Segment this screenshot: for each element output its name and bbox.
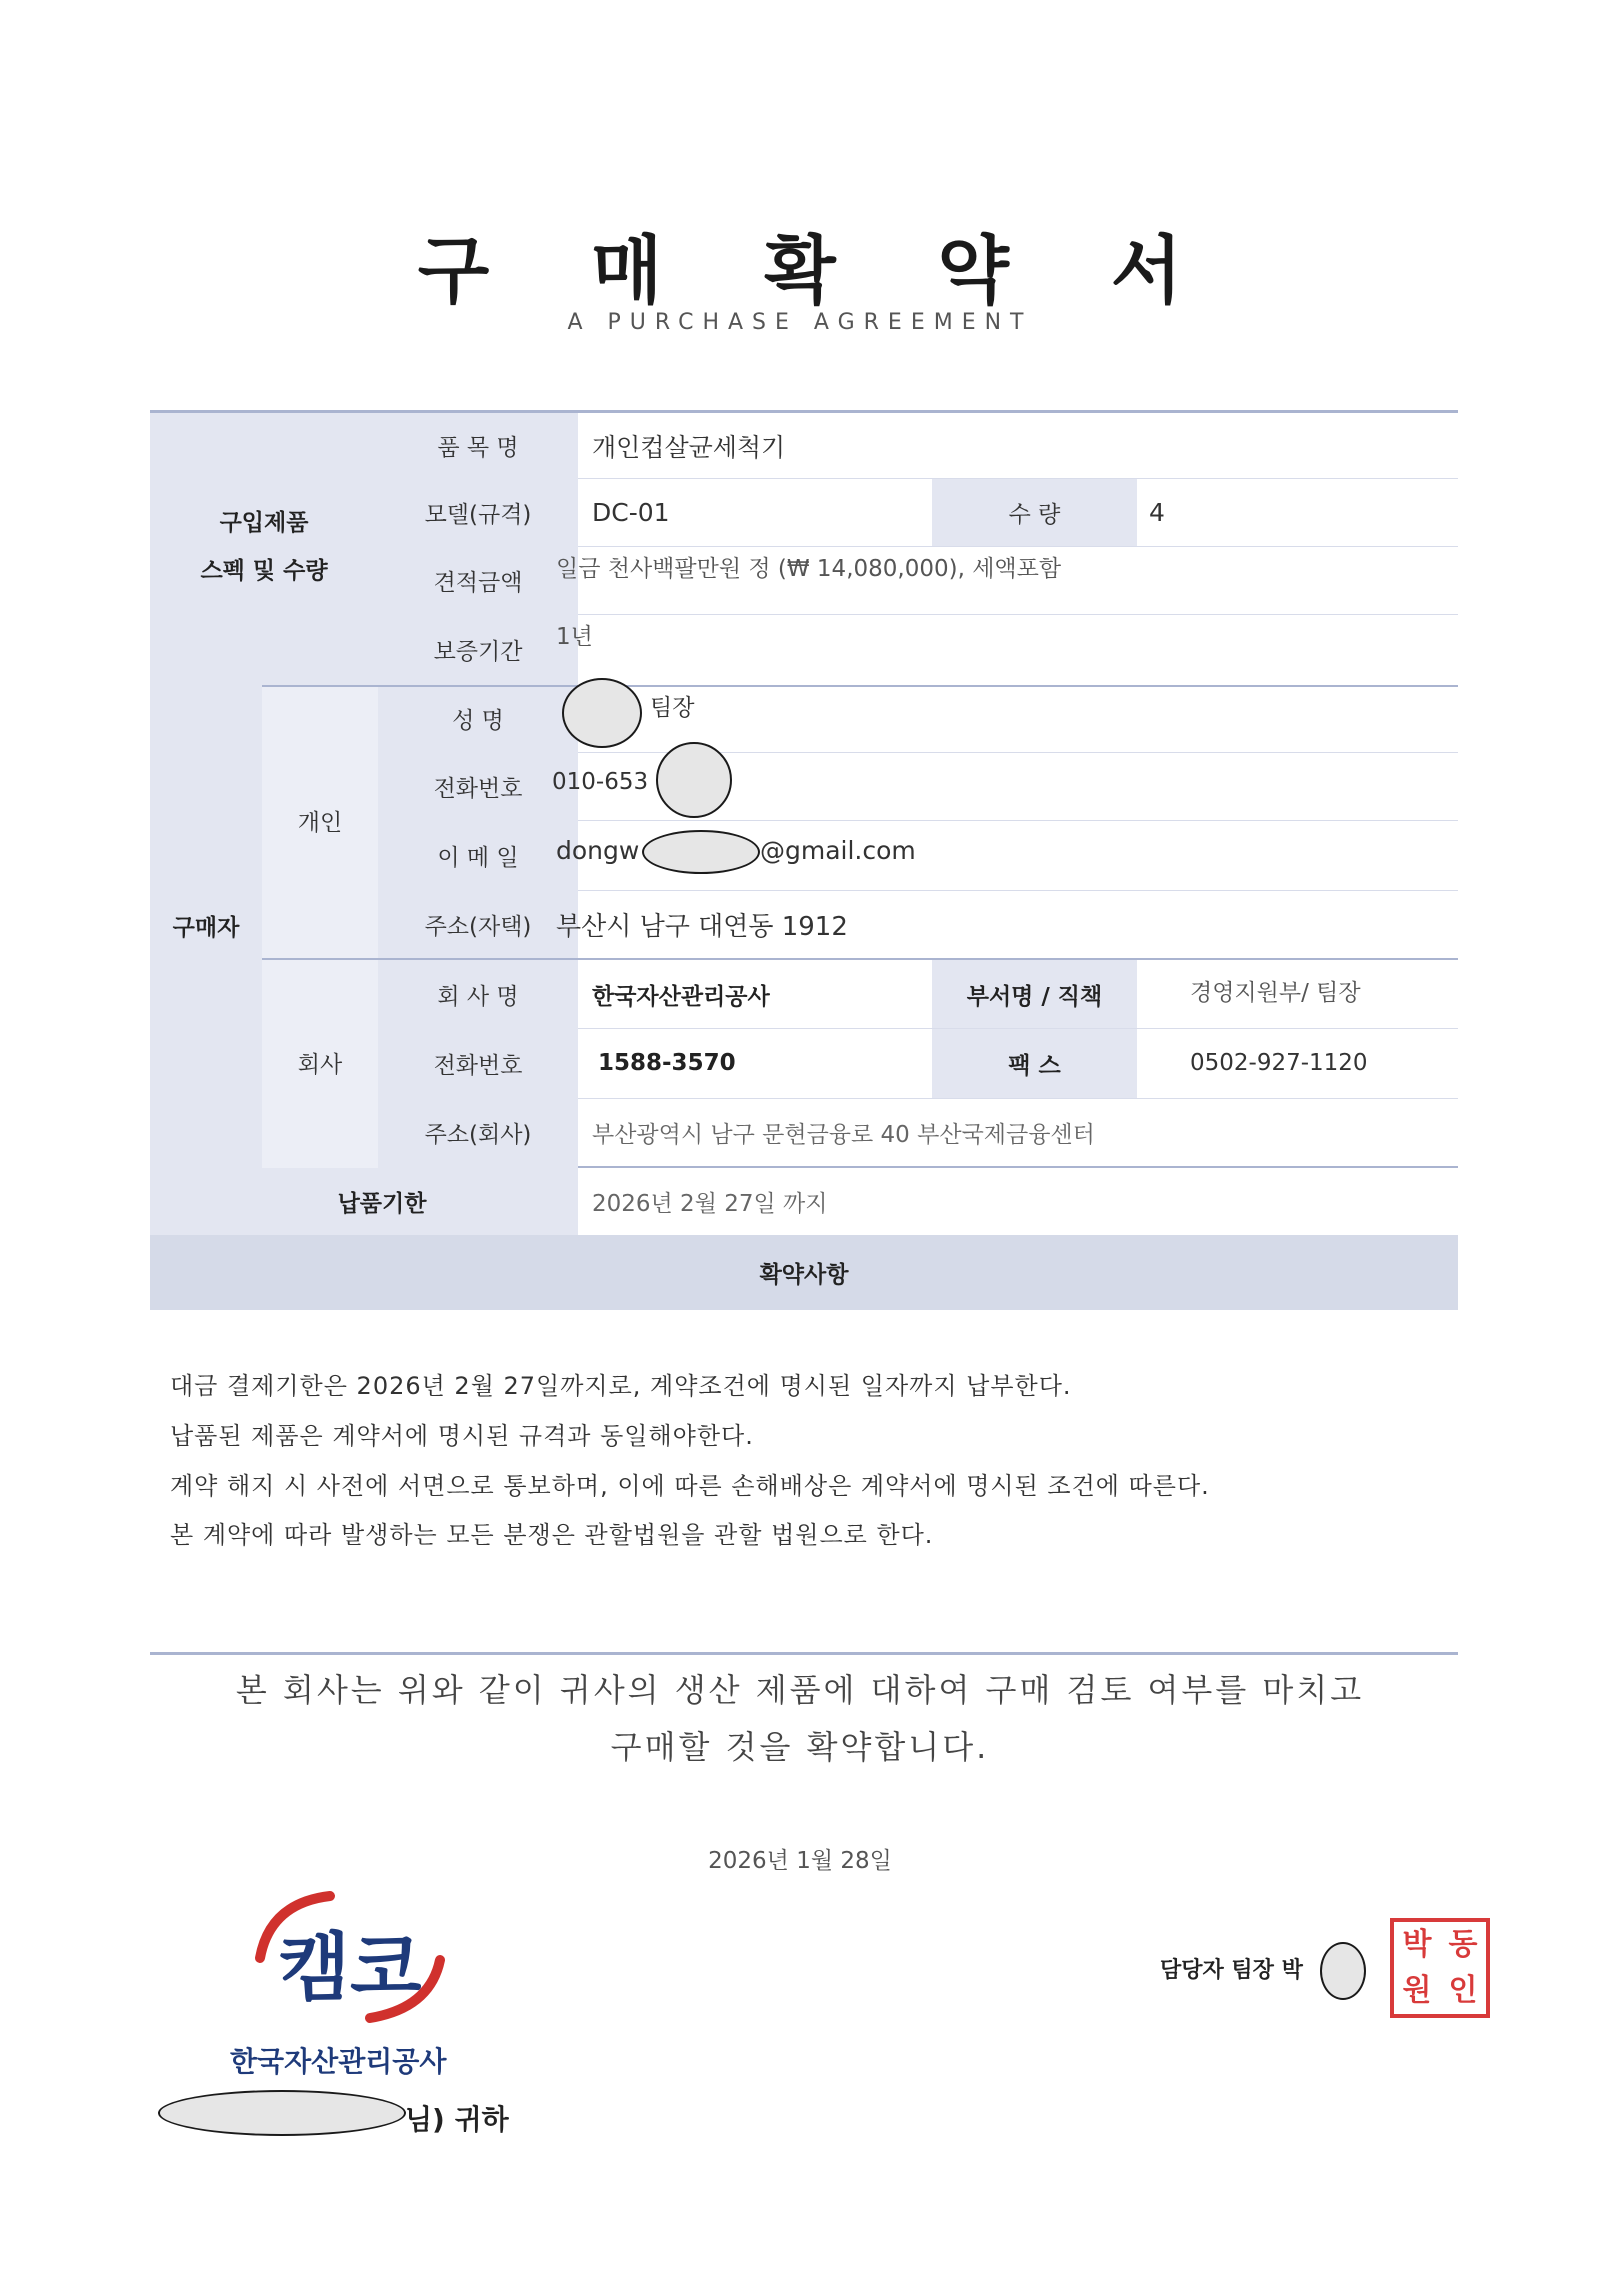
- email-suffix: @gmail.com: [760, 835, 916, 865]
- document-subtitle: A PURCHASE AGREEMENT: [567, 310, 1033, 335]
- addressee-suffix: 님) 귀하: [405, 2103, 509, 2136]
- kamco-logo: [230, 1888, 470, 2028]
- closing-line-1: 본 회사는 위와 같이 귀사의 생산 제품에 대하여 구매 검토 여부를 마치고: [235, 1671, 1365, 1709]
- terms-header: 확약사항: [759, 1262, 849, 1288]
- individual-group-label: 개인: [297, 809, 343, 836]
- logo-mark-text: 캠코: [278, 1925, 422, 2011]
- redaction-buyer-name: [562, 678, 642, 748]
- price-label: 견적금액: [433, 569, 523, 596]
- email-label: 이 메 일: [437, 844, 519, 871]
- redaction-manager-name: [1320, 1942, 1366, 2000]
- redaction-addressee: [158, 2090, 406, 2136]
- delivery-value: 2026년 2월 27일 까지: [592, 1191, 828, 1217]
- closing-rule: [150, 1652, 1458, 1655]
- redaction-email: [642, 830, 760, 874]
- product-name-value: 개인컵살균세척기: [592, 432, 786, 462]
- company-name-value: 한국자산관리공사: [592, 983, 770, 1010]
- phone-value: 010-653: [552, 769, 649, 795]
- dept-label: 부서명 / 직책: [966, 983, 1103, 1010]
- warranty-label: 보증기간: [433, 639, 523, 665]
- price-value: 일금 천사백팔만원 정 (₩ 14,080,000), 세액포함: [556, 555, 1062, 582]
- buyer-group-label: 구매자: [172, 914, 240, 941]
- home-address-value: 부산시 남구 대연동 1912: [556, 911, 848, 942]
- company-name-label: 회 사 명: [437, 983, 519, 1010]
- document-date: 2026년 1월 28일: [708, 1848, 892, 1874]
- fax-label: 팩 스: [1008, 1052, 1061, 1079]
- company-group-label: 회사: [297, 1051, 343, 1078]
- kamco-logo-mark: [230, 1888, 470, 2028]
- product-group-label-1: 구입제품: [219, 509, 309, 536]
- term-item: 본 계약에 따라 발생하는 모든 분쟁은 관할법원을 관할 법원으로 한다.: [170, 1521, 934, 1549]
- term-item: 납품된 제품은 계약서에 명시된 규격과 동일해야한다.: [170, 1422, 754, 1450]
- seal-char: 동: [1448, 1927, 1478, 1962]
- manager-signature-text: 담당자 팀장 박: [1160, 1958, 1303, 1983]
- phone-label: 전화번호: [433, 775, 523, 802]
- buyer-name-value: 팀장: [650, 694, 695, 721]
- red-seal-stamp: [1390, 1918, 1490, 2018]
- delivery-label: 납품기한: [337, 1191, 427, 1217]
- warranty-value: 1년: [556, 623, 593, 650]
- company-phone-label: 전화번호: [433, 1052, 523, 1079]
- product-name-label: 품 목 명: [437, 435, 519, 461]
- subgroup-column: [262, 685, 378, 1168]
- company-address-value: 부산광역시 남구 문현금융로 40 부산국제금융센터: [592, 1121, 1095, 1148]
- quantity-value: 4: [1149, 497, 1165, 527]
- term-item: 계약 해지 시 사전에 서면으로 통보하며, 이에 따른 손해배상은 계약서에 명시된 조건에 따른다.: [170, 1472, 1210, 1500]
- product-group-label-2: 스펙 및 수량: [200, 557, 328, 584]
- term-item: 대금 결제기한은 2026년 2월 27일까지로, 계약조건에 명시된 일자까지 납부한다.: [170, 1372, 1072, 1400]
- seal-char: 박: [1402, 1927, 1432, 1962]
- company-phone-value: 1588-3570: [598, 1050, 736, 1076]
- redaction-phone: [656, 742, 732, 818]
- buyer-name-label: 성 명: [452, 708, 504, 734]
- logo-org-name: 한국자산관리공사: [230, 2045, 447, 2078]
- dept-value: 경영지원부/ 팀장: [1190, 979, 1361, 1006]
- company-address-label: 주소(회사): [424, 1121, 532, 1148]
- model-value: DC-01: [592, 497, 670, 527]
- home-address-label: 주소(자택): [424, 913, 532, 940]
- closing-line-2: 구매할 것을 확약합니다.: [610, 1728, 990, 1766]
- email-prefix: dongw: [556, 835, 640, 865]
- seal-char: 원: [1402, 1973, 1432, 2008]
- quantity-label: 수 량: [1008, 501, 1061, 528]
- document-title: 구 매 확 약 서: [417, 228, 1221, 314]
- model-label: 모델(규격): [424, 501, 532, 528]
- fax-value: 0502-927-1120: [1190, 1050, 1368, 1076]
- seal-char: 인: [1448, 1973, 1478, 2008]
